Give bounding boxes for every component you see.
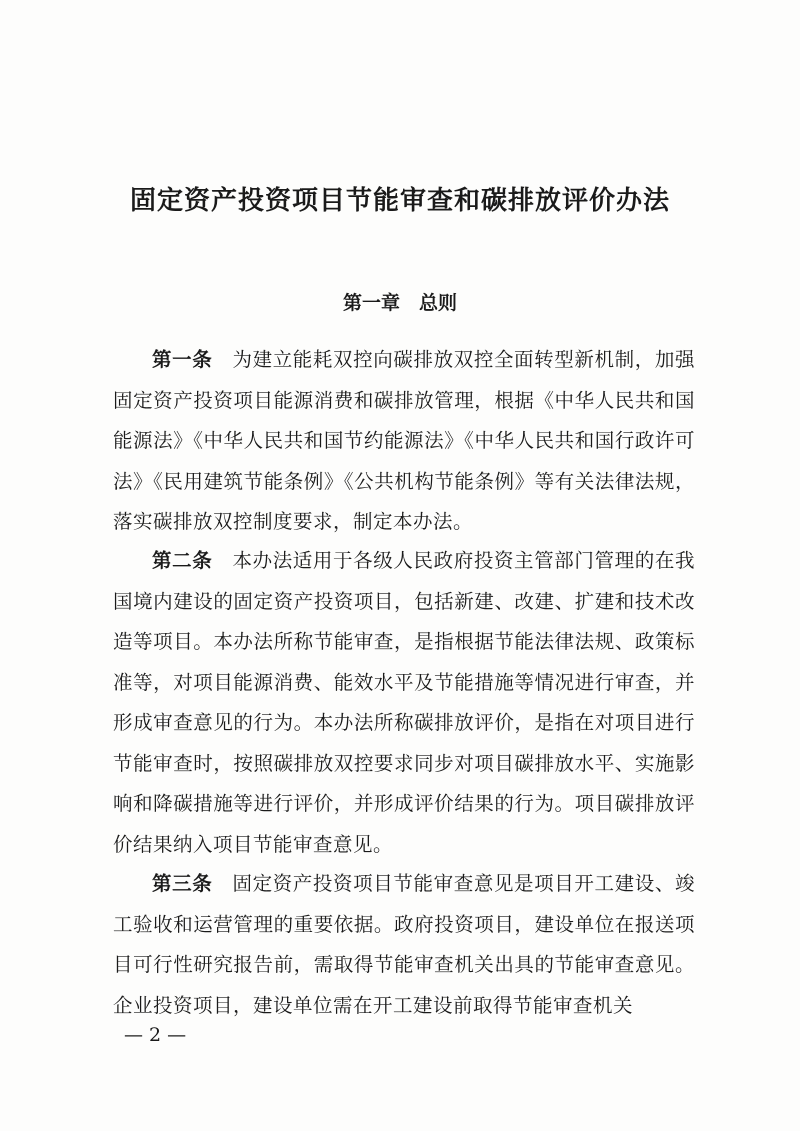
article-3 [113,864,695,1026]
article-text: 本办法适用于各级人民政府投资主管部门管理的在我国境内建设的固定资产投资项目，包括新建、改建、扩建和技术改造等项目。本办法所称节能审查，是指根据节能法律法规、政策标准等，对项目能源消费、能效水平及节能措施等情况进行审查，并形成审查意见的行为。本办法所称碳排放评价，是指在对项目进行节能审查时，按照碳排放双控要求同步对项目碳排放水平、实施影响和降碳措施等进行评价，并形成评价结果的行为。项目碳排放评价结果纳入项目节能审查意见。 [113,549,695,856]
article-label: 第二条 [152,549,213,572]
article-1 [113,340,695,543]
article-label: 第三条 [152,872,213,895]
page-number: — 2 — [124,1024,187,1046]
article-paragraph [113,541,695,865]
article-text: 固定资产投资项目节能审查意见是项目开工建设、竣工验收和运营管理的重要依据。政府投资项目，建设单位在报送项目可行性研究报告前，需取得节能审查机关出具的节能审查意见。企业投资项目，建设单位需在开工建设前取得节能审查机关 [113,872,695,1017]
article-paragraph [113,340,695,543]
article-text: 为建立能耗双控向碳排放双控全面转型新机制，加强固定资产投资项目能源消费和碳排放管理，根据《中华人民共和国能源法》《中华人民共和国节约能源法》《中华人民共和国行政许可法》《民用建筑节能条例》《公共机构节能条例》等有关法律法规，落实碳排放双控制度要求，制定本办法。 [113,348,695,533]
document-title: 固定资产投资项目节能审查和碳排放评价办法 [129,186,670,216]
article-2 [113,541,695,865]
article-paragraph [113,864,695,1026]
article-label: 第一条 [152,348,213,371]
chapter-title: 第一章 总则 [342,292,457,314]
